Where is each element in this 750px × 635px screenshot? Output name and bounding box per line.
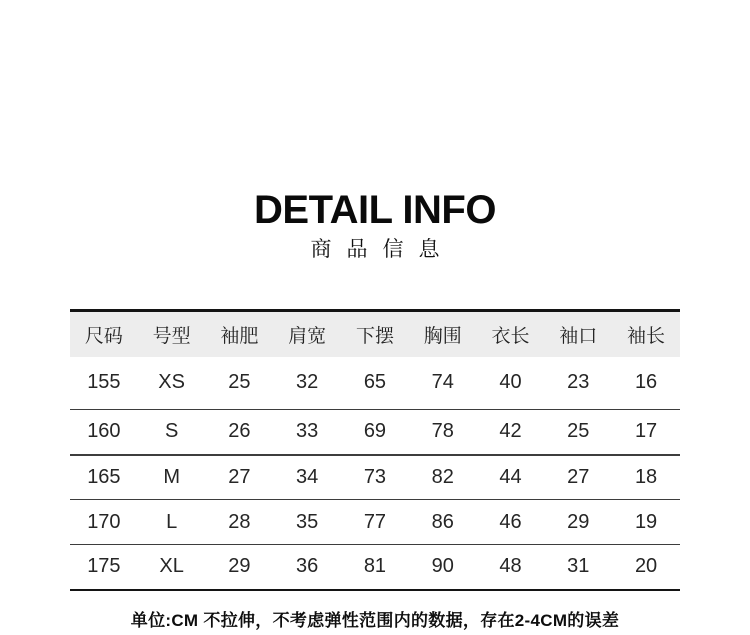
cell: XS (138, 357, 206, 410)
cell: 165 (70, 455, 138, 500)
cell: 33 (273, 410, 341, 455)
column-header-model: 号型 (138, 311, 206, 357)
column-header-bust: 胸围 (409, 311, 477, 357)
cell: 69 (341, 410, 409, 455)
column-header-sleeve-length: 袖长 (612, 311, 680, 357)
table-row-xs (70, 357, 680, 410)
cell: 155 (70, 357, 138, 410)
cell: 16 (612, 357, 680, 410)
cell: 46 (477, 500, 545, 545)
cell: 27 (544, 455, 612, 500)
cell: 25 (206, 357, 274, 410)
page-subtitle-wrap (0, 237, 750, 263)
cell: 42 (477, 410, 545, 455)
cell: 28 (206, 500, 274, 545)
cell: 18 (612, 455, 680, 500)
cell: 26 (206, 410, 274, 455)
cell: 36 (296, 555, 319, 578)
page-subtitle: 商品信息 (310, 238, 455, 261)
cell: 77 (341, 500, 409, 545)
cell: 23 (544, 357, 612, 410)
size-chart-header (70, 311, 680, 357)
cell: 90 (431, 555, 454, 578)
column-header-size: 尺码 (70, 311, 138, 357)
cell: 29 (228, 555, 251, 578)
cell: L (138, 500, 206, 545)
header-row (70, 311, 680, 357)
column-header-cuff: 袖口 (544, 311, 612, 357)
unit-footnote: 单位:CM 不拉伸，不考虑弹性范围内的数据，存在2-4CM的误差 (130, 610, 620, 630)
page-title: DETAIL INFO (254, 188, 496, 232)
cell: 73 (341, 455, 409, 500)
cell: 74 (409, 357, 477, 410)
cell: 17 (612, 410, 680, 455)
cell: 29 (544, 500, 612, 545)
table-row-xl (70, 545, 680, 590)
cell: 78 (409, 410, 477, 455)
cell: XL (159, 555, 184, 578)
cell: 81 (363, 555, 387, 578)
cell: 175 (87, 555, 121, 578)
cell: 27 (206, 455, 274, 500)
cell: 160 (70, 410, 138, 455)
title-block (0, 190, 750, 263)
table-row-l (70, 500, 680, 545)
size-chart-body (70, 357, 680, 590)
cell: 86 (409, 500, 477, 545)
cell: 32 (273, 357, 341, 410)
cell: 19 (612, 500, 680, 545)
cell: 25 (544, 410, 612, 455)
size-chart-table (70, 309, 680, 591)
column-header-length: 衣长 (477, 311, 545, 357)
cell: 31 (567, 555, 590, 578)
column-header-sleeve-width: 袖肥 (206, 311, 274, 357)
cell: M (138, 455, 206, 500)
cell: 20 (634, 555, 658, 578)
column-header-hem: 下摆 (341, 311, 409, 357)
cell: 40 (477, 357, 545, 410)
cell: 82 (409, 455, 477, 500)
cell: 170 (70, 500, 138, 545)
table-row-m (70, 455, 680, 500)
cell: 44 (477, 455, 545, 500)
cell: S (138, 410, 206, 455)
cell: 34 (273, 455, 341, 500)
column-header-shoulder: 肩宽 (273, 311, 341, 357)
table-row-s (70, 410, 680, 455)
cell: 48 (499, 555, 522, 578)
cell: 35 (273, 500, 341, 545)
cell: 65 (341, 357, 409, 410)
